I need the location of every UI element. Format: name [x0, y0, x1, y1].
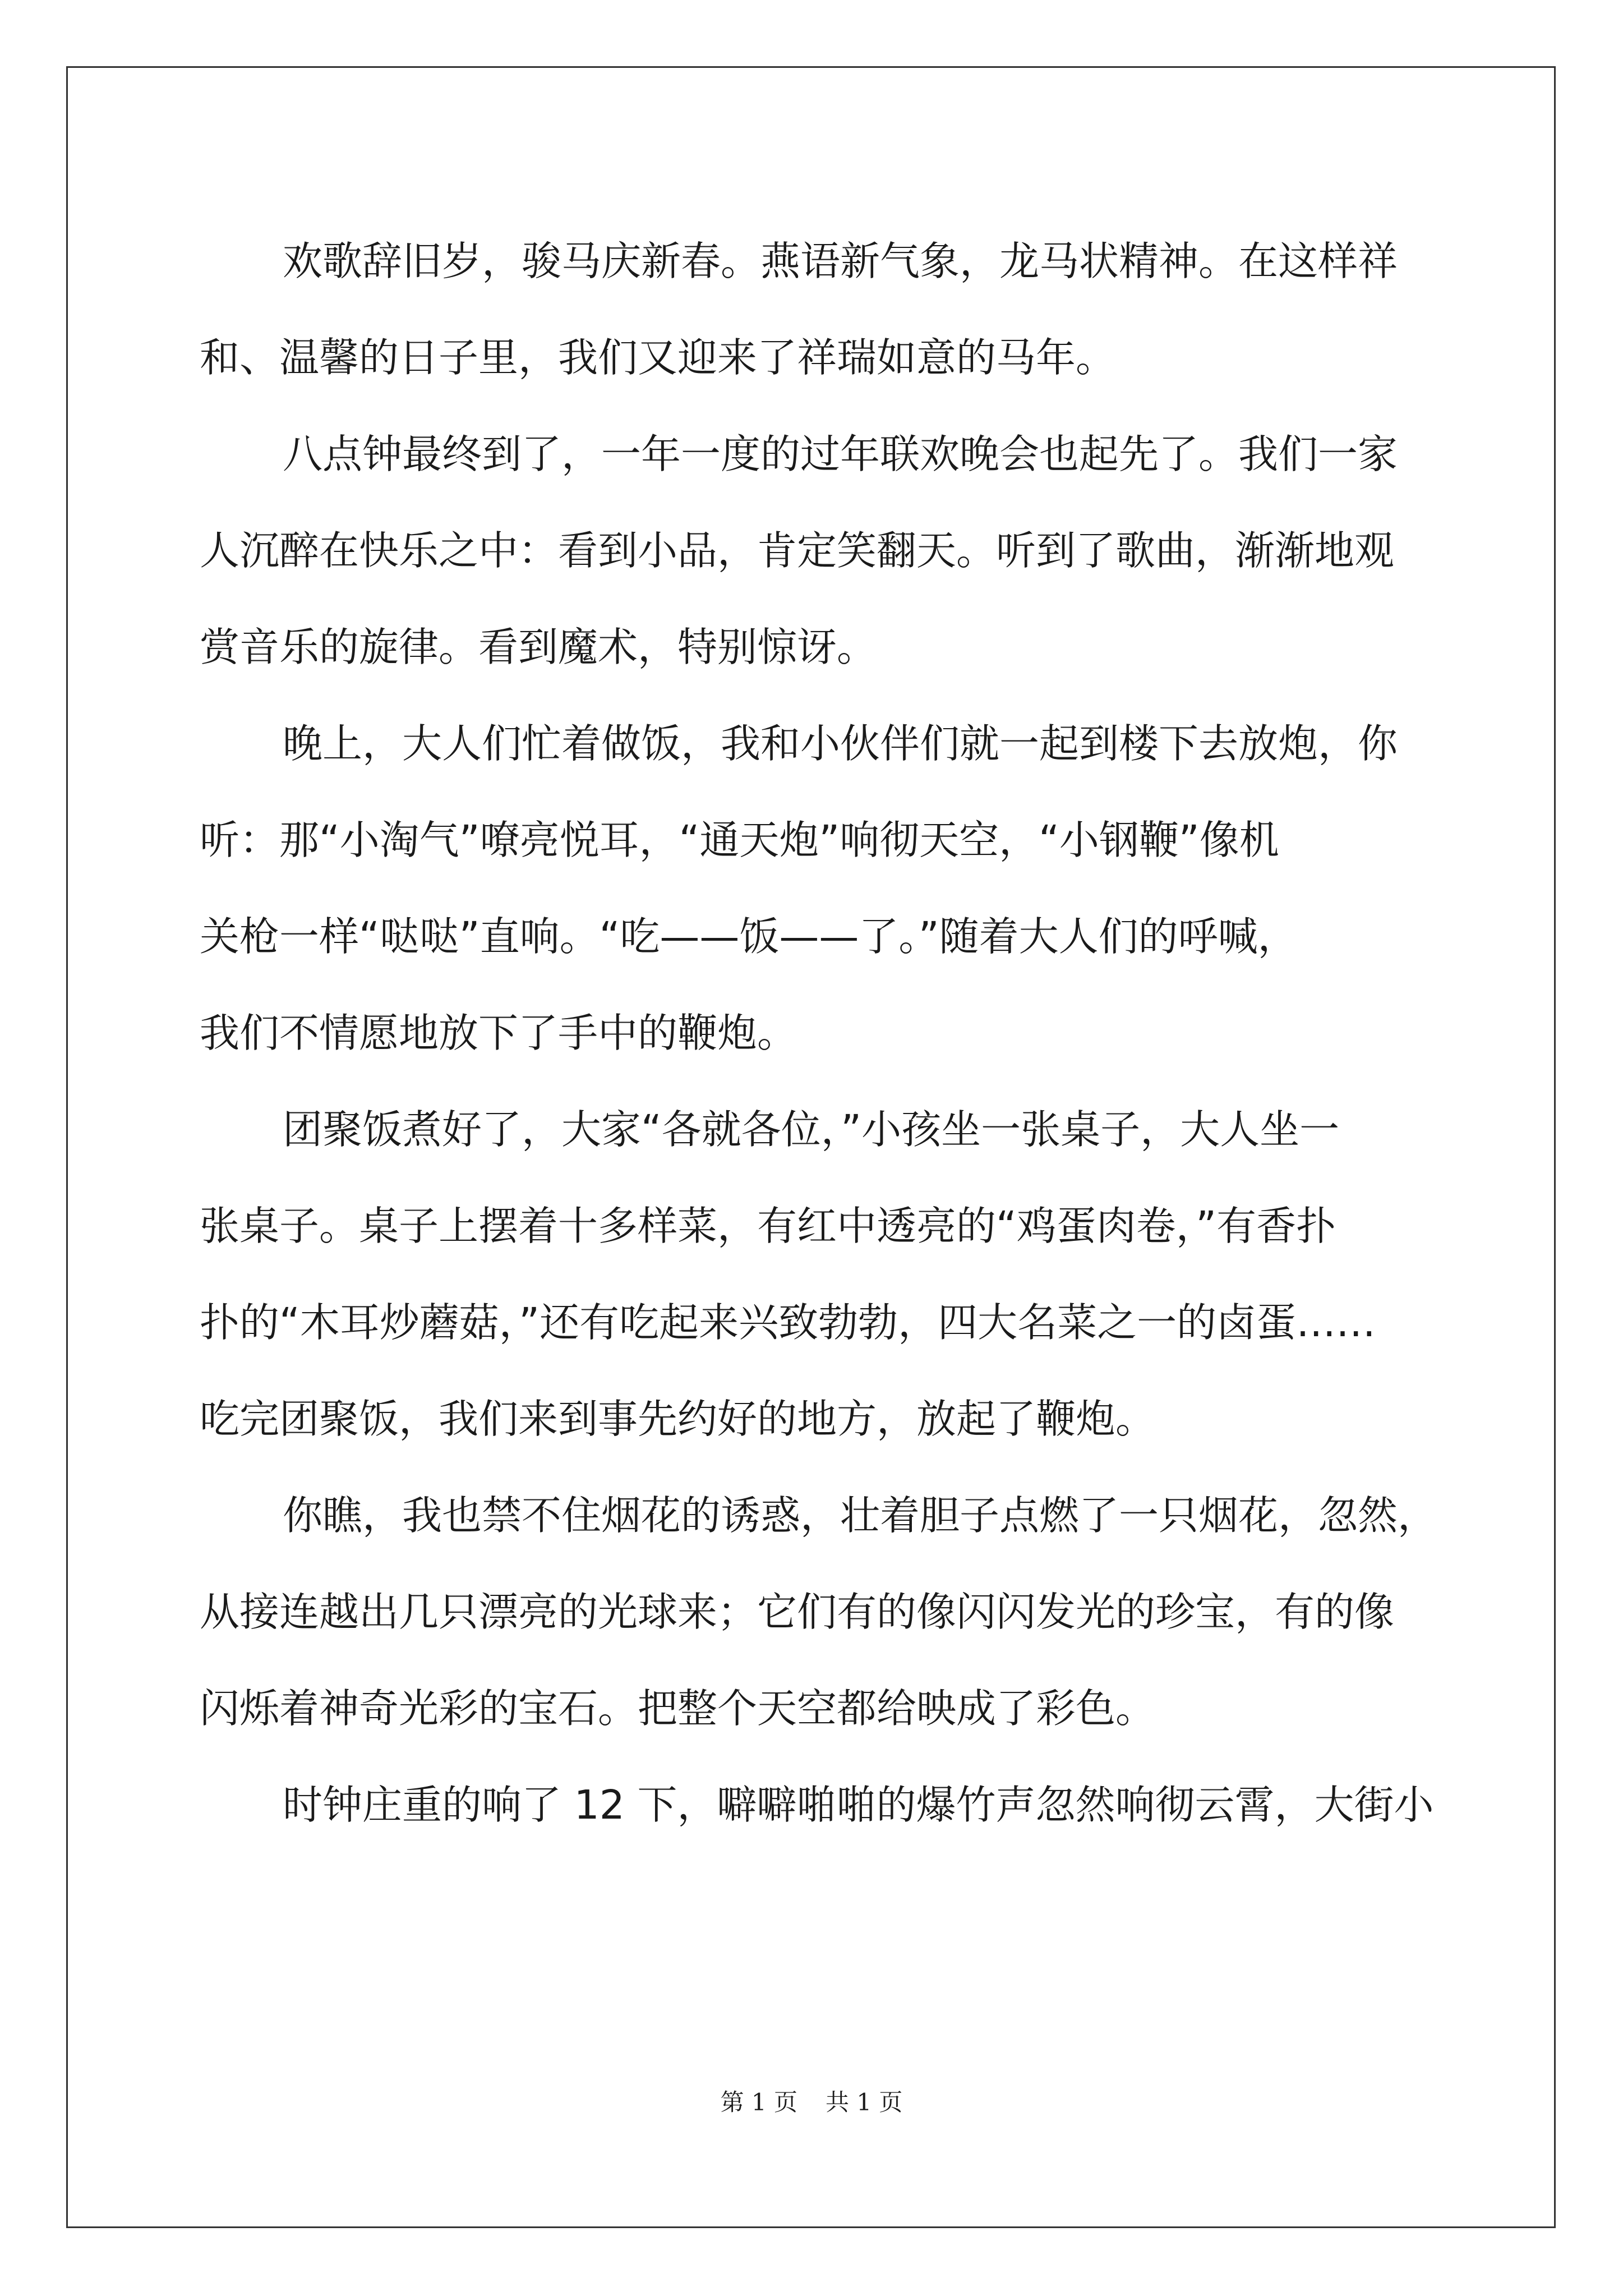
text-line-8: 关枪一样“哒哒”直响。“吃——饭——了。”随着大人们的呼喊，	[200, 913, 1298, 960]
text-line-16: 闪烁着神奇光彩的宝石。把整个天空都给映成了彩色。	[200, 1685, 1156, 1732]
text-line-3: 八点钟最终到了，一年一度的过年联欢晚会也起先了。我们一家	[283, 431, 1398, 477]
text-line-10: 团聚饭煮好了，大家“各就各位，”小孩坐一张桌子，大人坐一	[283, 1106, 1340, 1153]
page-footer	[0, 2084, 1623, 2118]
text-line-5: 赏音乐的旋律。看到魔术，特别惊讶。	[200, 624, 877, 670]
text-line-1: 欢歌辞旧岁，骏马庆新春。燕语新气象，龙马状精神。在这样祥	[283, 238, 1398, 284]
page-number: 第 1 页	[720, 2088, 797, 2116]
text-line-7: 听：那“小淘气”嘹亮悦耳，“通天炮”响彻天空，“小钢鞭”像机	[200, 817, 1279, 863]
text-line-2: 和、温馨的日子里，我们又迎来了祥瑞如意的马年。	[200, 334, 1116, 381]
text-line-4: 人沉醉在快乐之中：看到小品，肯定笑翻天。听到了歌曲，渐渐地观	[200, 527, 1395, 574]
text-line-12: 扑的“木耳炒蘑菇，”还有吃起来兴致勃勃，四大名菜之一的卤蛋……	[200, 1299, 1376, 1346]
text-line-17: 时钟庄重的响了 12 下，噼噼啪啪的爆竹声忽然响彻云霄，大街小	[283, 1782, 1434, 1828]
page-total: 共 1 页	[826, 2088, 903, 2116]
document-body	[200, 213, 1438, 1853]
text-line-11: 张桌子。桌子上摆着十多样菜，有红中透亮的“鸡蛋肉卷，”有香扑	[200, 1203, 1336, 1249]
text-line-9: 我们不情愿地放下了手中的鞭炮。	[200, 1010, 797, 1056]
text-line-15: 从接连越出几只漂亮的光球来；它们有的像闪闪发光的珍宝，有的像	[200, 1589, 1395, 1635]
text-line-6: 晚上，大人们忙着做饭，我和小伙伴们就一起到楼下去放炮，你	[283, 720, 1398, 767]
text-line-14: 你瞧，我也禁不住烟花的诱惑，壮着胆子点燃了一只烟花，忽然，	[283, 1492, 1438, 1539]
text-line-13: 吃完团聚饭，我们来到事先约好的地方，放起了鞭炮。	[200, 1396, 1156, 1442]
